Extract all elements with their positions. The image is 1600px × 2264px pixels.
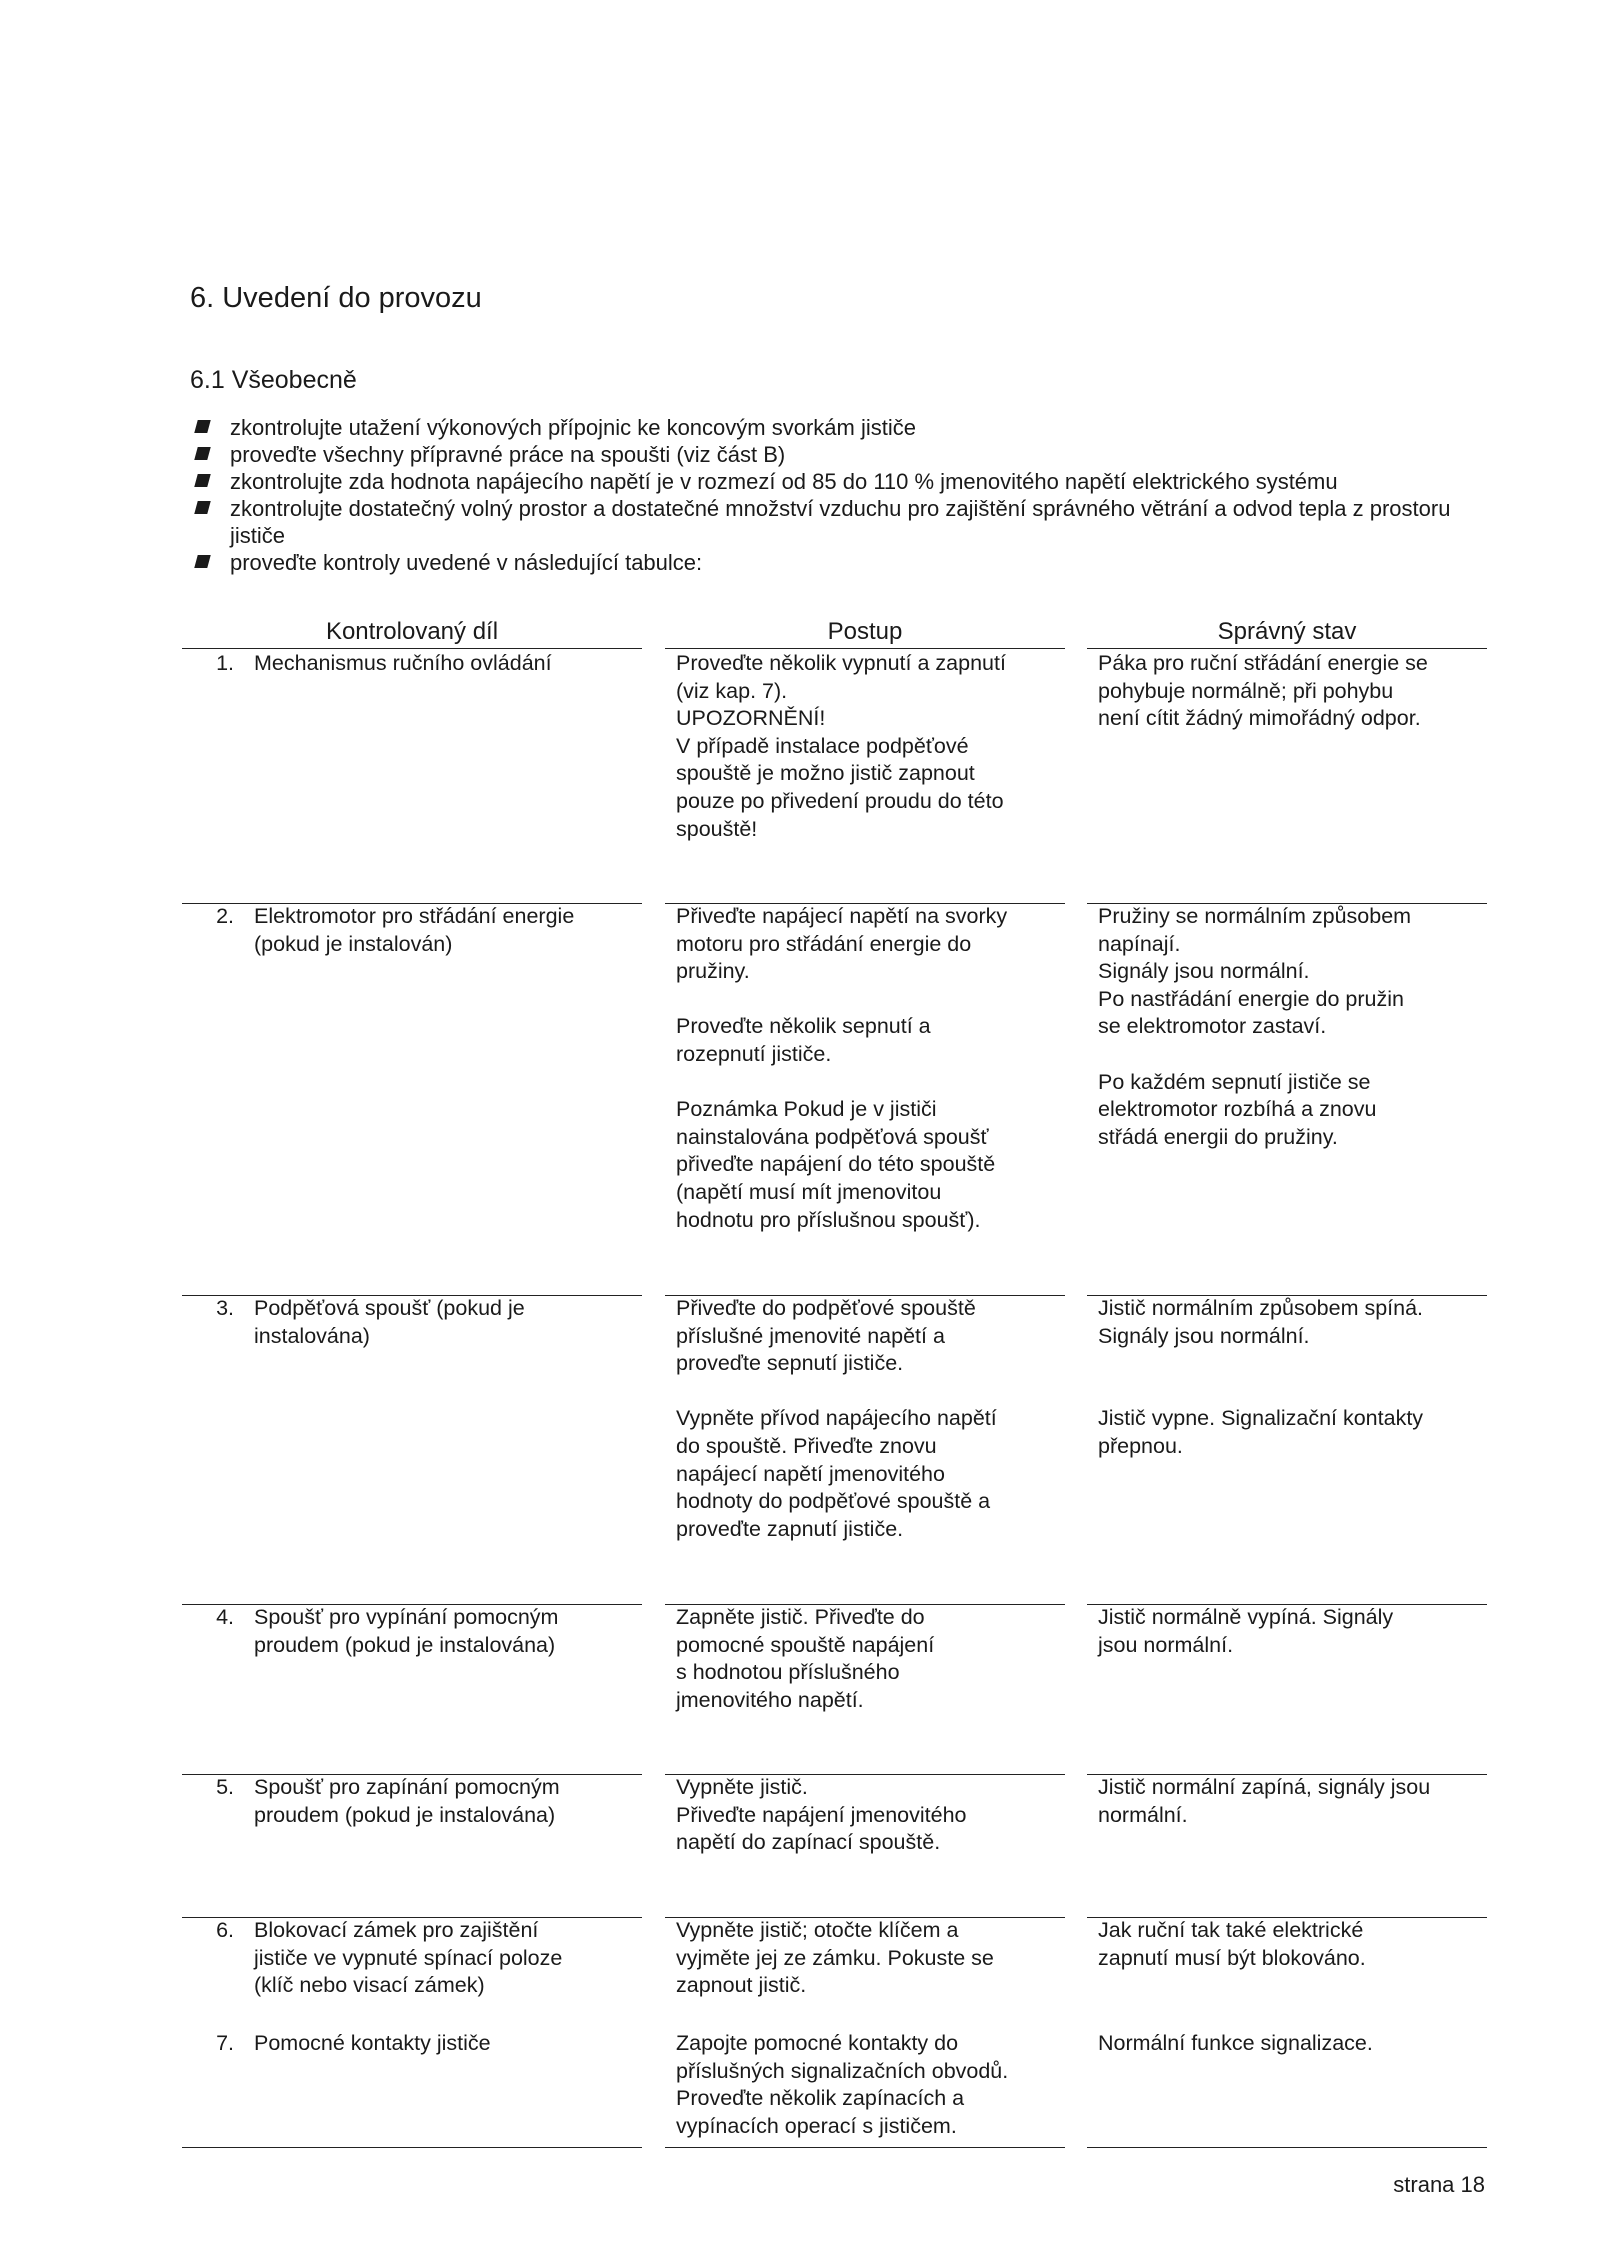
row-number: 6. — [216, 1918, 234, 1942]
row-part: Elektromotor pro střádání energie (pokud je instalován) — [254, 904, 575, 956]
column-header-procedure: Postup — [827, 618, 903, 645]
list-item — [194, 549, 1494, 576]
list-item-text: proveďte kontroly uvedené v následující tabulce: — [230, 550, 703, 575]
row-part: Spoušť pro vypínání pomocným proudem (pokud je instalována) — [254, 1605, 559, 1657]
list-item-text: zkontrolujte utažení výkonových přípojnic ke koncovým svorkám jističe — [230, 415, 916, 440]
bullet-icon — [194, 447, 210, 460]
row-number: 4. — [216, 1605, 234, 1629]
row-number: 1. — [216, 651, 234, 675]
checklist — [194, 414, 1494, 576]
row-procedure: Vypněte jistič; otočte klíčem a vyjměte jej ze zámku. Pokuste se zapnout jistič. — [676, 1918, 994, 1998]
table-rule — [665, 2147, 1065, 2148]
row-procedure: Proveďte několik vypnutí a zapnutí (viz kap. 7). UPOZORNĚNÍ! V případě instalace podpěťové spouště je možno jistič zapnout pouze po přivedení proudu do této spouště! — [676, 651, 1006, 841]
list-item — [194, 414, 1494, 441]
row-part: Spoušť pro zapínání pomocným proudem (pokud je instalována) — [254, 1775, 560, 1827]
row-part: Podpěťová spoušť (pokud je instalována) — [254, 1296, 525, 1348]
list-item — [194, 495, 1494, 549]
bullet-icon — [194, 501, 210, 514]
row-procedure: Zapojte pomocné kontakty do příslušných signalizačních obvodů. Proveďte několik zapínacích a vypínacích operací s jističem. — [676, 2031, 1009, 2138]
bullet-icon — [194, 474, 210, 487]
row-number: 5. — [216, 1775, 234, 1799]
row-procedure: Zapněte jistič. Přiveďte do pomocné spouště napájení s hodnotou příslušného jmenovitého napětí. — [676, 1605, 935, 1712]
column-header-part: Kontrolovaný díl — [325, 618, 499, 645]
table-rule — [1087, 648, 1487, 649]
row-procedure: Přiveďte do podpěťové spouště příslušné jmenovité napětí a proveďte sepnutí jističe. Vypněte přívod napájecího napětí do spouště. Přiveďte znovu napájecí napětí jmenovitého hodnoty do podpěťové spouště a proveďte zapnutí jističe. — [676, 1296, 997, 1541]
bullet-icon — [194, 555, 210, 568]
row-state: Normální funkce signalizace. — [1098, 2031, 1373, 2055]
row-state: Jak ruční tak také elektrické zapnutí musí být blokováno. — [1098, 1918, 1366, 1970]
table-rule — [182, 648, 642, 649]
list-item-text: zkontrolujte zda hodnota napájecího napětí je v rozmezí od 85 do 110 % jmenovitého napětí elektrického systému — [230, 469, 1338, 494]
row-number: 3. — [216, 1296, 234, 1320]
section-title: 6.1 Všeobecně — [190, 366, 357, 394]
page-number: strana 18 — [1393, 2172, 1485, 2197]
row-procedure: Přiveďte napájecí napětí na svorky motoru pro střádání energie do pružiny. Proveďte několik sepnutí a rozepnutí jističe. Poznámka Pokud je v jističi nainstalována podpěťová spoušť přiveďte napájení do této spouště (napětí musí mít jmenovitou hodnotu pro příslušnou spoušť). — [676, 904, 1008, 1232]
row-state: Jistič normálně vypíná. Signály jsou normální. — [1098, 1605, 1394, 1657]
table-rule — [1087, 2147, 1487, 2148]
list-item — [194, 441, 1494, 468]
row-state: Jistič normální zapíná, signály jsou normální. — [1098, 1775, 1431, 1827]
row-state: Jistič normálním způsobem spíná. Signály jsou normální. Jistič vypne. Signalizační kontakty přepnou. — [1098, 1296, 1424, 1458]
bullet-icon — [194, 420, 210, 433]
row-number: 2. — [216, 904, 234, 928]
list-item-text: proveďte všechny přípravné práce na spoušti (viz část B) — [230, 442, 786, 467]
row-part: Pomocné kontakty jističe — [254, 2031, 491, 2055]
row-state: Pružiny se normálním způsobem napínají. Signály jsou normální. Po nastřádání energie do pružin se elektromotor zastaví. Po každém sepnutí jističe se elektromotor rozbíhá a znovu střádá energii do pružiny. — [1098, 904, 1412, 1149]
list-item — [194, 468, 1494, 495]
row-part: Mechanismus ručního ovládání — [254, 651, 552, 675]
row-part: Blokovací zámek pro zajištění jističe ve vypnuté spínací poloze (klíč nebo visací zámek) — [254, 1918, 563, 1998]
page-title: 6. Uvedení do provozu — [190, 282, 482, 314]
list-item-text: zkontrolujte dostatečný volný prostor a dostatečné množství vzduchu pro zajištění správného větrání a odvod tepla z prostoru jističe — [230, 496, 1451, 548]
table-rule — [182, 2147, 642, 2148]
row-number: 7. — [216, 2031, 234, 2055]
table-rule — [665, 648, 1065, 649]
row-state: Páka pro ruční střádání energie se pohybuje normálně; při pohybu není cítit žádný mimořádný odpor. — [1098, 651, 1428, 731]
row-procedure: Vypněte jistič. Přiveďte napájení jmenovitého napětí do zapínací spouště. — [676, 1775, 967, 1855]
column-header-state: Správný stav — [1217, 618, 1357, 645]
